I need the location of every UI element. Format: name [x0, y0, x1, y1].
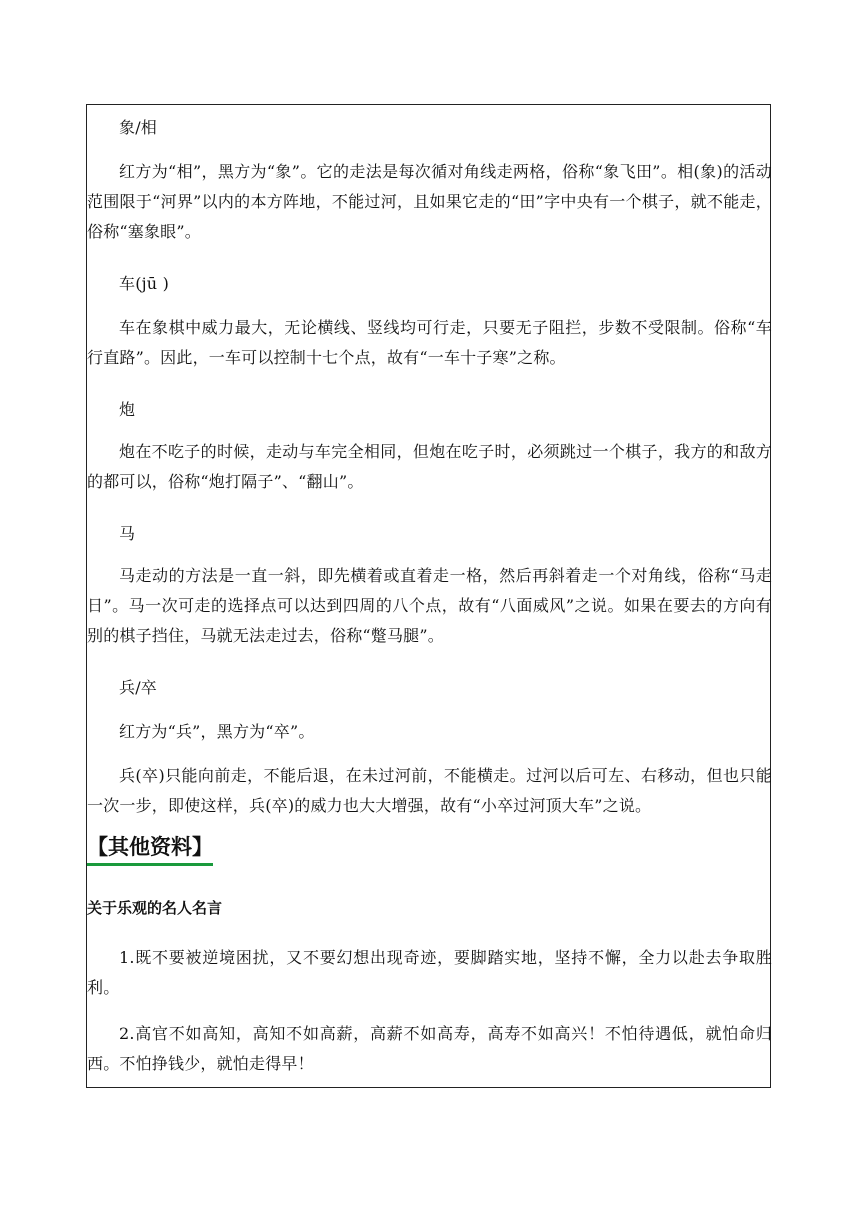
quote-item: 2.高官不如高知，高知不如高薪，高薪不如高寿，高寿不如高兴！不怕待遇低，就怕命归西。不怕挣钱少，就怕走得早！	[87, 1024, 772, 1073]
section-title: 兵/卒	[119, 678, 157, 697]
section-paragraph: 车在象棋中威力最大，无论横线、竖线均可行走，只要无子阻拦，步数不受限制。俗称“车行直路”。因此，一车可以控制十七个点，故有“一车十子寒”之称。	[87, 318, 772, 367]
section-paragraph: 马走动的方法是一直一斜，即先横着或直着走一格，然后再斜着走一个对角线，俗称“马走日”。马一次可走的选择点可以达到四周的八个点，故有“八面威风”之说。如果在要去的方向有别的棋子挡住，马就无法走过去，俗称“蹩马腿”。	[87, 566, 772, 645]
section-title: 象/相	[119, 118, 157, 137]
section-paragraph: 红方为“兵”，黑方为“卒”。	[119, 722, 315, 741]
quote-item: 1.既不要被逆境困扰，又不要幻想出现奇迹，要脚踏实地，坚持不懈，全力以赴去争取胜利。	[87, 948, 772, 997]
section-paragraph: 兵(卒)只能向前走，不能后退，在未过河前，不能横走。过河以后可左、右移动，但也只能一次一步，即使这样，兵(卒)的威力也大大增强，故有“小卒过河顶大车”之说。	[87, 766, 772, 815]
section-paragraph: 红方为“相”，黑方为“象”。它的走法是每次循对角线走两格，俗称“象飞田”。相(象)的活动范围限于“河界”以内的本方阵地，不能过河，且如果它走的“田”字中央有一个棋子，就不能走，俗称“塞象眼”。	[87, 162, 772, 241]
section-paragraph: 炮在不吃子的时候，走动与车完全相同，但炮在吃子时，必须跳过一个棋子，我方的和敌方的都可以，俗称“炮打隔子”、“翻山”。	[87, 442, 772, 491]
content-box	[86, 104, 771, 1088]
quote-section-title: 关于乐观的名人名言	[87, 899, 223, 917]
section-title: 车(jū )	[119, 274, 170, 293]
section-title: 炮	[119, 400, 136, 419]
other-materials-heading: 【其他资料】	[87, 833, 213, 866]
section-title: 马	[119, 524, 136, 543]
